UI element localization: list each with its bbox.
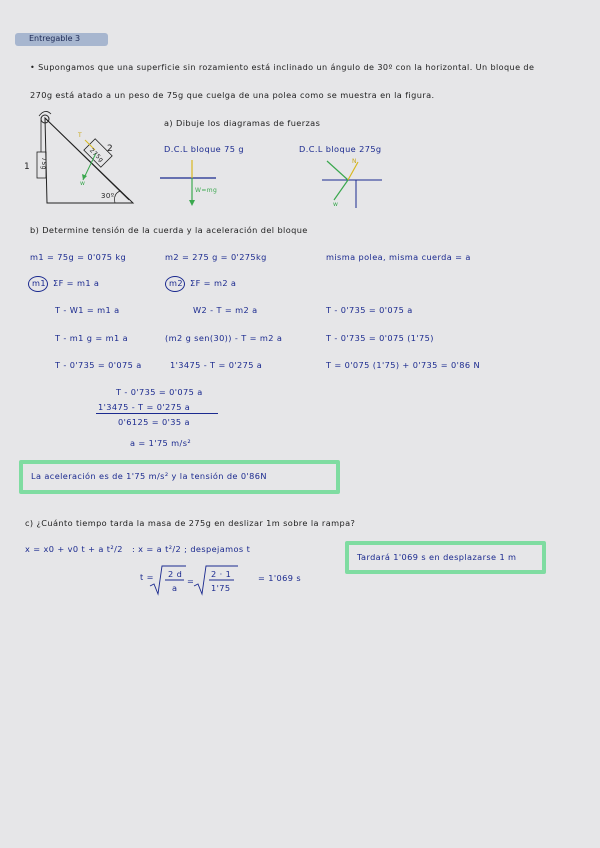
col1-eq-1: T - W1 = m1 a [55,305,120,315]
header-tag-label: Entregable 3 [29,34,81,43]
time-formula-eq: = [187,576,195,586]
col3-eq-1: T - 0'735 = 0'075 a [326,305,413,315]
dcl1-diagram [160,160,220,210]
time-result: = 1'069 s [258,573,302,583]
kinematics-simplified: : x = a t²/2 ; despejamos t [132,544,251,554]
col3-eq-3: T = 0'075 (1'75) + 0'735 = 0'86 N [326,360,481,370]
figure-label-2: 2 [107,144,114,154]
dcl1-title: D.C.L bloque 75 g [164,144,244,154]
figure-angle: 30º [101,192,115,200]
system-eq-3: 0'6125 = 0'35 a [118,417,190,427]
col3-eq-2: T - 0'735 = 0'075 (1'75) [326,333,434,343]
header-tag [15,33,108,46]
sum-forces-2: ΣF = m2 a [190,278,237,288]
m2-value: m2 = 275 g = 0'275kg [165,252,267,262]
sqrt-1 [150,562,186,598]
time-frac2-den: 1'75 [211,583,231,593]
m2-circle-label: m2 [169,278,183,288]
kinematics-equation: x = x0 + v0 t + a t²/2 [25,544,123,554]
acceleration-result: a = 1'75 m/s² [130,438,192,448]
system-eq-2: 1'3475 - T = 0'275 a [98,402,191,412]
system-sum-line [96,413,218,414]
statement-line-1: • Supongamos que una superficie sin rozamiento está inclinado un ángulo de 30º con la horizontal. Un bloque de [30,62,535,72]
part-b-answer-box [19,460,340,494]
same-acceleration-note: misma polea, misma cuerda = a [326,252,471,262]
dcl2-n: N [352,158,357,165]
part-c-answer: Tardará 1'069 s en desplazarse 1 m [357,552,517,562]
system-eq-1: T - 0'735 = 0'075 a [116,387,203,397]
time-frac1-num: 2 d [168,569,183,579]
m1-circle-label: m1 [32,278,46,288]
sum-forces-1: ΣF = m1 a [53,278,100,288]
dcl1-weight: W=mg [195,187,218,194]
part-b-answer: La aceleración es de 1'75 m/s² y la tensión de 0'86N [31,471,267,481]
figure-label-1: 1 [24,162,31,172]
part-c-title: c) ¿Cuánto tiempo tarda la masa de 275g en deslizar 1m sobre la rampa? [25,518,356,528]
dcl2-w: w [333,201,339,208]
figure-arrow-w: w [80,180,86,187]
time-formula-lhs: t = [140,572,154,582]
figure-block-hanging: 75g [39,157,47,170]
col2-eq-1: W2 - T = m2 a [193,305,258,315]
dcl2-title: D.C.L bloque 275g [299,144,382,154]
figure-block-ramp: 275g [87,147,105,164]
part-b-title: b) Determine tensión de la cuerda y la aceleración del bloque [30,225,308,235]
col2-eq-2: (m2 g sen(30)) - T = m2 a [165,333,283,343]
col2-eq-3: 1'3475 - T = 0'275 a [170,360,263,370]
part-c-answer-box [345,541,546,574]
part-a-title: a) Dibuje los diagramas de fuerzas [164,118,321,128]
m1-value: m1 = 75g = 0'075 kg [30,252,127,262]
figure-arrow-t: T [78,132,83,139]
col1-eq-3: T - 0'735 = 0'075 a [55,360,142,370]
col1-eq-2: T - m1 g = m1 a [55,333,129,343]
time-frac1-den: a [172,583,178,593]
statement-line-2: 270g está atado a un peso de 75g que cuelga de una polea como se muestra en la figura. [30,90,435,100]
time-frac2-num: 2 · 1 [211,569,232,579]
